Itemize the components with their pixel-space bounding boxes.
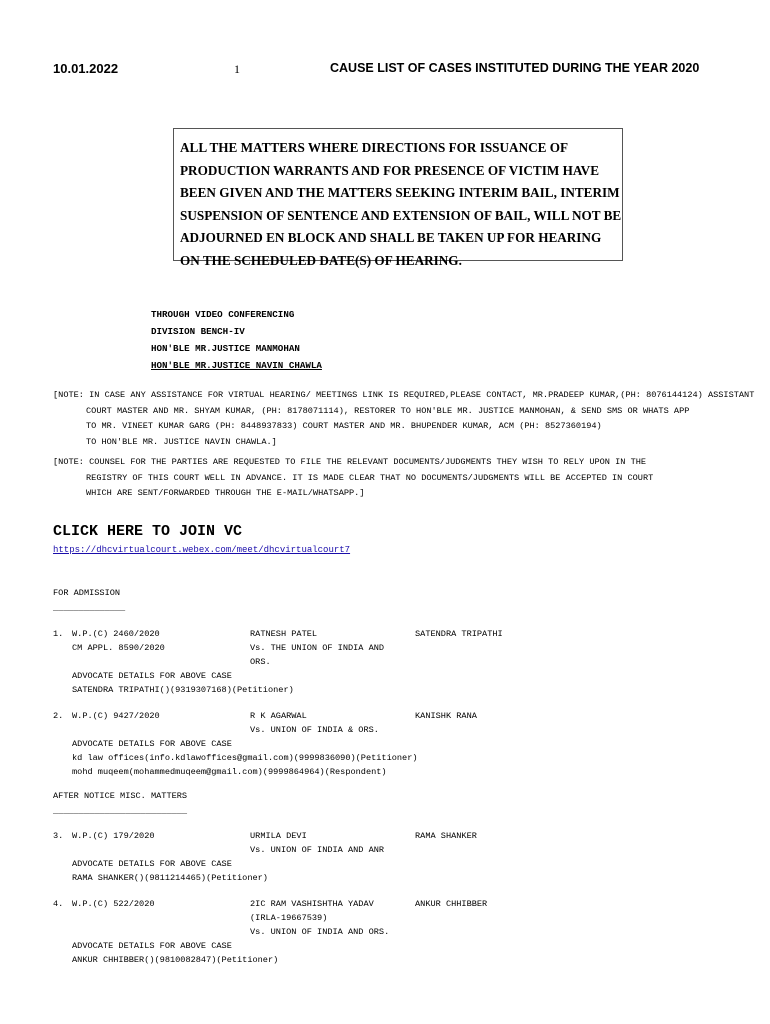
case-serial: 1. — [53, 629, 64, 639]
advocate-detail: ANKUR CHHIBBER()(9810082847)(Petitioner) — [72, 955, 279, 965]
case-number: W.P.(C) 179/2020 — [72, 831, 155, 841]
respondent-name-cont: ORS. — [250, 657, 271, 667]
division-bench: DIVISION BENCH-IV — [151, 326, 245, 337]
note-documents — [53, 455, 653, 502]
notice-line: ON THE SCHEDULED DATE(S) OF HEARING. — [180, 252, 462, 268]
counsel-name: SATENDRA TRIPATHI — [415, 629, 503, 639]
notice-line: ALL THE MATTERS WHERE DIRECTIONS FOR ISSUANCE OF — [180, 140, 569, 155]
note-assistance — [53, 388, 754, 450]
hearing-mode: THROUGH VIDEO CONFERENCING — [151, 309, 295, 320]
advocate-heading: ADVOCATE DETAILS FOR ABOVE CASE — [72, 859, 232, 869]
note-line: TO HON'BLE MR. JUSTICE NAVIN CHAWLA.] — [86, 436, 277, 447]
notice-line: PRODUCTION WARRANTS AND FOR PRESENCE OF VICTIM HAVE — [180, 162, 599, 178]
respondent-name: Vs. UNION OF INDIA AND ANR — [250, 845, 385, 855]
section-heading-admission: FOR ADMISSION — [53, 588, 121, 598]
petitioner-name: RATNESH PATEL — [250, 629, 318, 639]
respondent-name: Vs. THE UNION OF INDIA AND — [250, 643, 385, 653]
advocate-detail: kd law offices(info.kdlawoffices@gmail.com)(9999836090)(Petitioner) — [72, 753, 418, 763]
respondent-name: Vs. UNION OF INDIA & ORS. — [250, 725, 379, 735]
respondent-name: Vs. UNION OF INDIA AND ORS. — [250, 927, 390, 937]
section-heading-after-notice: AFTER NOTICE MISC. MATTERS — [53, 791, 188, 801]
note-line: [NOTE: IN CASE ANY ASSISTANCE FOR VIRTUAL HEARING/ MEETINGS LINK IS REQUIRED,PLEASE CONTACT, MR.PRADEEP KUMAR,(PH: 8076144124) ASSISTANT — [53, 390, 755, 400]
page-number: 1 — [234, 62, 240, 76]
advocate-heading: ADVOCATE DETAILS FOR ABOVE CASE — [72, 671, 232, 681]
notice-line: ADJOURNED EN BLOCK AND SHALL BE TAKEN UP FOR HEARING — [180, 230, 602, 245]
case-serial: 3. — [53, 831, 64, 841]
counsel-name: ANKUR CHHIBBER — [415, 899, 488, 909]
section-rule: __________________________ — [53, 806, 188, 816]
case-number: W.P.(C) 9427/2020 — [72, 711, 160, 721]
petitioner-name: 2IC RAM VASHISHTHA YADAV — [250, 899, 374, 909]
bench-details — [151, 306, 322, 374]
note-line: WHICH ARE SENT/FORWARDED THROUGH THE E-MAIL/WHATSAPP.] — [86, 488, 365, 498]
petitioner-name: URMILA DEVI — [250, 831, 307, 841]
join-vc-heading[interactable]: CLICK HERE TO JOIN VC — [53, 523, 243, 540]
cause-list-date: 10.01.2022 — [53, 61, 119, 76]
case-number: W.P.(C) 522/2020 — [72, 899, 155, 909]
advocate-heading: ADVOCATE DETAILS FOR ABOVE CASE — [72, 941, 232, 951]
note-line: REGISTRY OF THIS COURT WELL IN ADVANCE. IT IS MADE CLEAR THAT NO DOCUMENTS/JUDGMENTS WILL BE ACCEPTED IN COURT — [86, 472, 654, 483]
advocate-detail: SATENDRA TRIPATHI()(9319307168)(Petitioner) — [72, 685, 294, 695]
case-serial: 4. — [53, 899, 64, 909]
petitioner-name: R K AGARWAL — [250, 711, 307, 721]
note-line: TO MR. VINEET KUMAR GARG (PH: 8448937833) COURT MASTER AND MR. BHUPENDER KUMAR, ACM (PH: 8527360194) — [86, 421, 602, 431]
case-serial: 2. — [53, 711, 64, 721]
advocate-detail: RAMA SHANKER()(9811214465)(Petitioner) — [72, 873, 268, 883]
notice-line: BEEN GIVEN AND THE MATTERS SEEKING INTERIM BAIL, INTERIM — [180, 185, 620, 200]
note-line: [NOTE: COUNSEL FOR THE PARTIES ARE REQUESTED TO FILE THE RELEVANT DOCUMENTS/JUDGMENTS THEY WISH TO RELY UPON IN THE — [53, 457, 647, 467]
vc-link[interactable]: https://dhcvirtualcourt.webex.com/meet/dhcvirtualcourt7 — [53, 545, 351, 555]
sub-case-number: CM APPL. 8590/2020 — [72, 643, 165, 653]
counsel-name: RAMA SHANKER — [415, 831, 477, 841]
note-line: COURT MASTER AND MR. SHYAM KUMAR, (PH: 8178071114), RESTORER TO HON'BLE MR. JUSTICE MANMOHAN, & SEND SMS OR WHATS APP — [86, 405, 690, 416]
counsel-name: KANISHK RANA — [415, 711, 477, 721]
judge-name: HON'BLE MR.JUSTICE NAVIN CHAWLA — [151, 360, 322, 371]
notice-line: SUSPENSION OF SENTENCE AND EXTENSION OF BAIL, WILL NOT BE — [180, 207, 622, 223]
advocate-heading: ADVOCATE DETAILS FOR ABOVE CASE — [72, 739, 232, 749]
judge-name: HON'BLE MR.JUSTICE MANMOHAN — [151, 343, 300, 354]
cause-list-title: CAUSE LIST OF CASES INSTITUTED DURING THE YEAR 2020 — [330, 61, 700, 75]
case-number: W.P.(C) 2460/2020 — [72, 629, 160, 639]
petitioner-name-cont: (IRLA-19667539) — [250, 913, 328, 923]
section-rule: ______________ — [53, 603, 126, 613]
notice-box — [173, 128, 623, 268]
advocate-detail: mohd muqeem(mohammedmuqeem@gmail.com)(9999864964)(Respondent) — [72, 767, 387, 777]
